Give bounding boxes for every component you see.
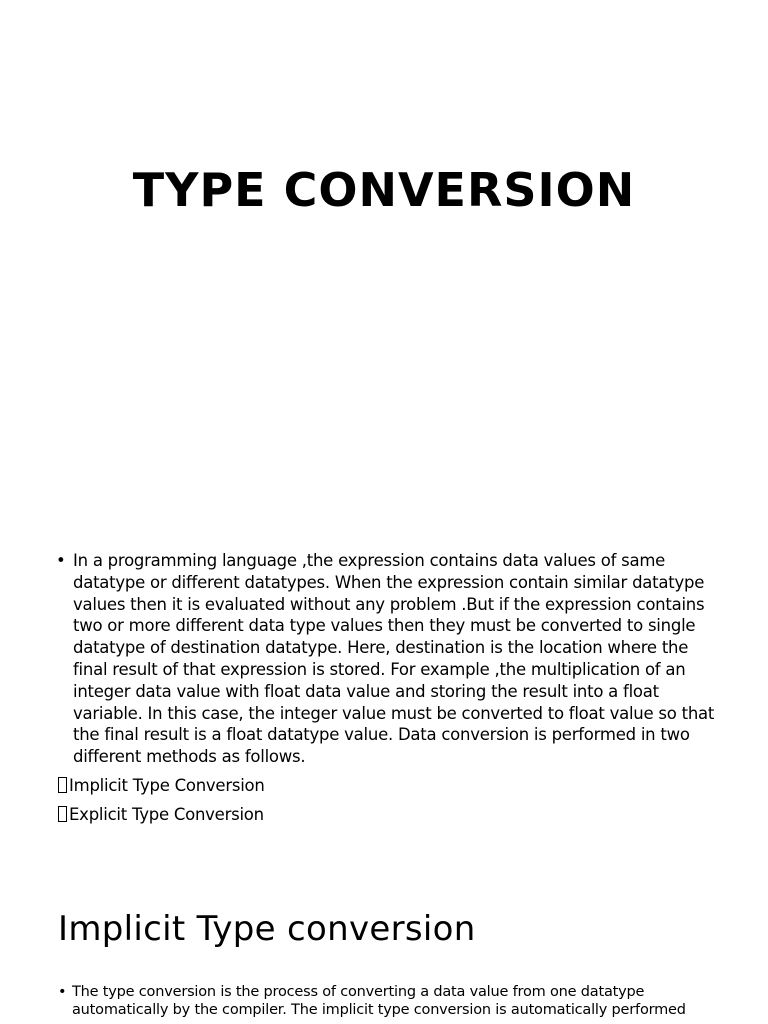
method-item-explicit xyxy=(58,804,264,826)
method-item-implicit xyxy=(58,775,265,797)
method-label: Explicit Type Conversion xyxy=(69,805,264,824)
section-heading: Implicit Type conversion xyxy=(58,909,476,949)
intro-bullet-list xyxy=(56,550,716,768)
list-item xyxy=(58,983,718,1019)
method-label: Implicit Type Conversion xyxy=(69,776,265,795)
bullet-icon: • xyxy=(56,551,66,570)
missing-glyph-icon xyxy=(58,806,67,822)
section-paragraph: The type conversion is the process of converting a data value from one datatype automatically by the compiler. The implicit type conversion is automatically performed xyxy=(72,984,686,1018)
intro-paragraph: In a programming language ,the expression contains data values of same datatype or different datatypes. When the expression contain similar datatype values then it is evaluated without any problem .But if the expression contains two or more different data type values then they must be converted to single datatype of destination datatype. Here, destination is the location where the final result of that expression is stored. For example ,the multiplication of an integer data value with float data value and storing the result into a float variable. In this case, the integer value must be converted to float value so that the final result is a float datatype value. Data conversion is performed in two different methods as follows. xyxy=(73,551,715,767)
slide-title: TYPE CONVERSION xyxy=(132,163,636,217)
bullet-icon: • xyxy=(58,984,67,1000)
missing-glyph-icon xyxy=(58,777,67,793)
section-bullet-list xyxy=(58,983,718,1019)
list-item xyxy=(56,550,716,768)
